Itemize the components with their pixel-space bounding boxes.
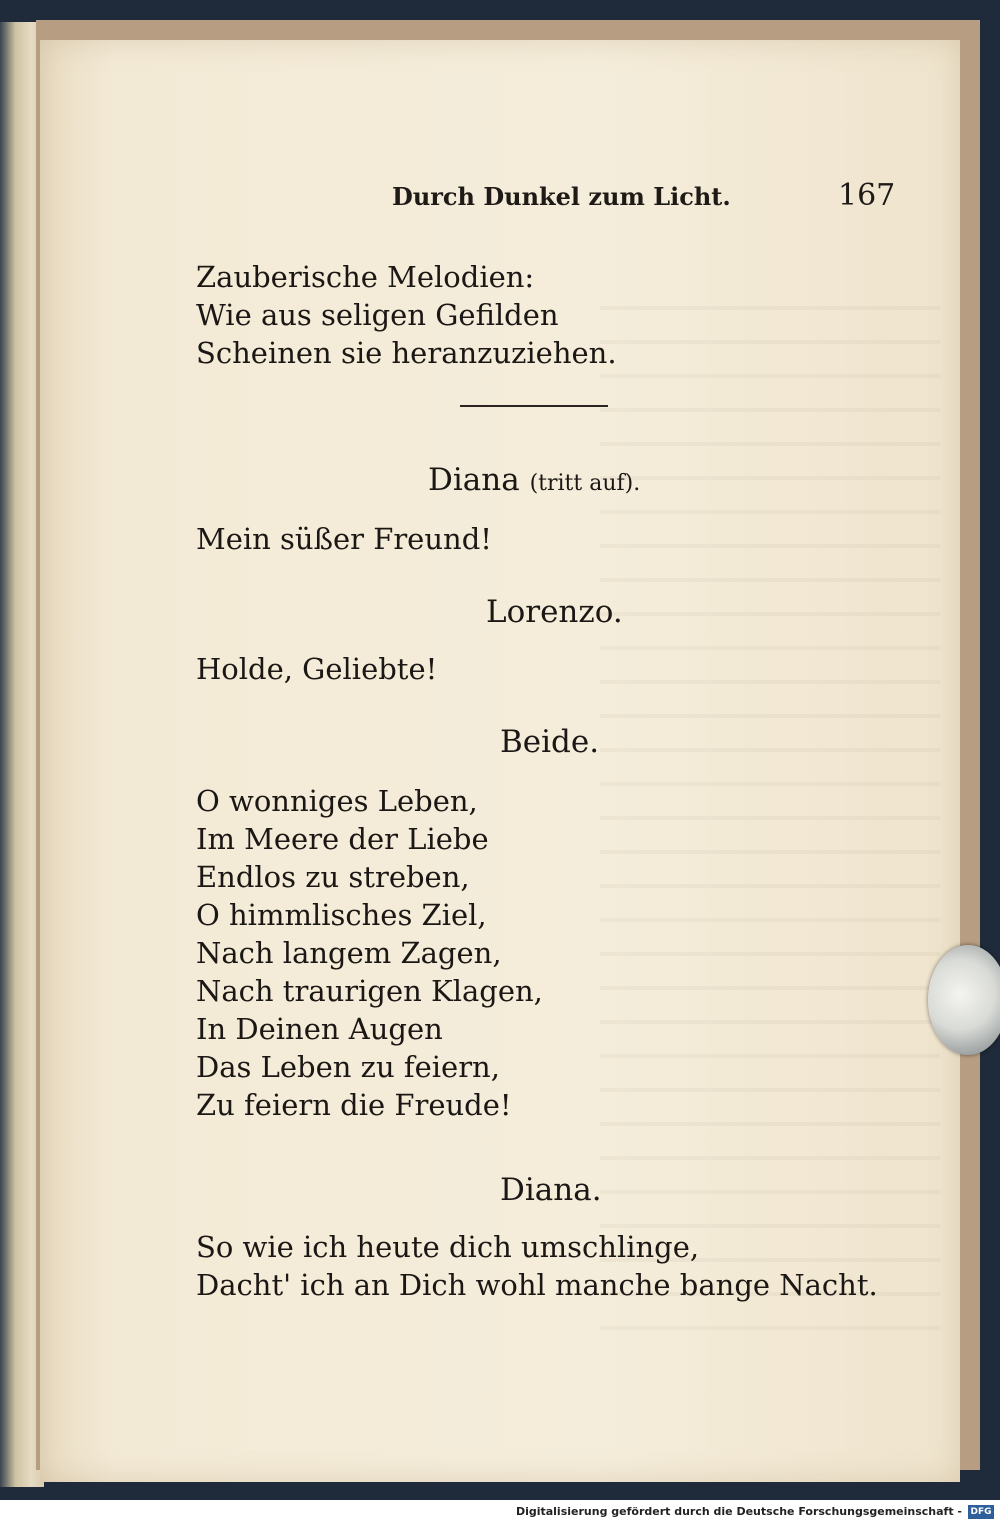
stanza-diana: [196, 1228, 878, 1304]
verse-line: Dacht' ich an Dich wohl manche bange Nacht.: [196, 1268, 878, 1302]
speaker-lorenzo: Lorenzo.: [486, 594, 623, 630]
stage-direction: (tritt auf).: [529, 471, 641, 496]
verse-line: Das Leben zu feiern,: [196, 1050, 500, 1084]
verse-line: Mein süßer Freund!: [196, 522, 492, 556]
page-number: 167: [838, 178, 896, 213]
verse-line: Wie aus seligen Gefilden: [196, 298, 559, 332]
verse-line: Nach traurigen Klagen,: [196, 974, 543, 1008]
page-clip: [928, 945, 1000, 1055]
funding-credit: Digitalisierung gefördert durch die Deutsche Forschungsgemeinschaft -: [515, 1505, 962, 1518]
show-through-text: [600, 280, 940, 1340]
speaker-beide: Beide.: [500, 724, 600, 760]
dfg-logo: DFG: [968, 1505, 994, 1519]
verse-line: So wie ich heute dich umschlinge,: [196, 1230, 700, 1264]
speaker-diana: [428, 462, 640, 498]
stanza-beide: [196, 782, 543, 1124]
verse-line: In Deinen Augen: [196, 1012, 443, 1046]
verse-line: O himmlisches Ziel,: [196, 898, 487, 932]
verse-line: Nach langem Zagen,: [196, 936, 502, 970]
verse-line: Endlos zu streben,: [196, 860, 470, 894]
verse-line: Im Meere der Liebe: [196, 822, 489, 856]
line-lorenzo: [196, 650, 437, 688]
verse-line: O wonniges Leben,: [196, 784, 478, 818]
section-divider: [460, 405, 608, 407]
verse-line: Zu feiern die Freude!: [196, 1088, 512, 1122]
verse-line: Zauberische Melodien:: [196, 260, 535, 294]
line-diana: [196, 520, 492, 558]
running-head: Durch Dunkel zum Licht.: [392, 182, 731, 211]
credit-bar: [0, 1500, 1000, 1524]
speaker-name: Diana: [428, 462, 520, 498]
verse-line: Scheinen sie heranzuziehen.: [196, 336, 617, 370]
stanza-melodien: [196, 258, 617, 372]
speaker-diana-2: Diana.: [500, 1172, 602, 1208]
verse-line: Holde, Geliebte!: [196, 652, 438, 686]
